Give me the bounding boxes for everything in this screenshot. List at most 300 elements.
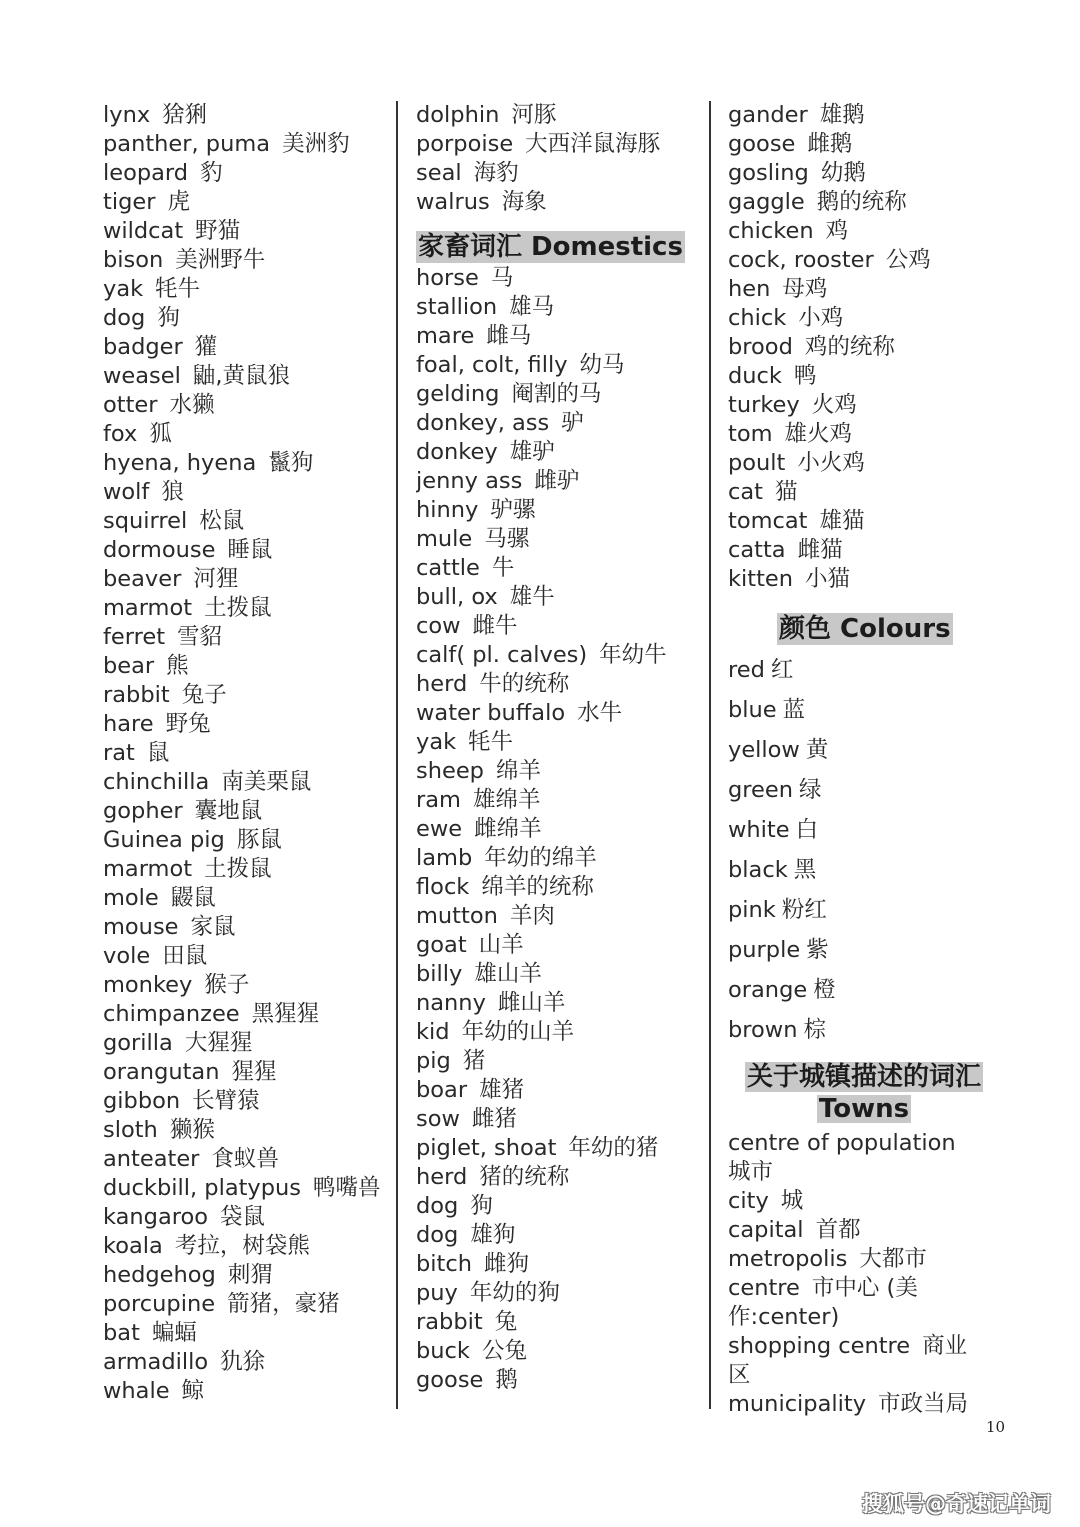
english-term: mare [416, 323, 475, 349]
vocab-entry [728, 304, 1008, 333]
english-term: cat [728, 479, 763, 505]
vocab-entry [416, 293, 701, 322]
english-term: herd [416, 671, 468, 697]
chinese-translation: 幼鹅 [820, 160, 866, 186]
chinese-translation: 首都 [815, 1217, 861, 1243]
english-term: rat [103, 740, 135, 766]
chinese-translation: 兔 [494, 1309, 518, 1335]
vocab-entry [416, 670, 701, 699]
chinese-translation: 田鼠 [162, 943, 208, 969]
english-term: purple [728, 937, 801, 963]
english-term: whale [103, 1378, 170, 1404]
chinese-translation: 蓝 [782, 697, 806, 723]
english-term: goose [416, 1367, 484, 1393]
vocab-entry [103, 275, 388, 304]
english-term: chicken [728, 218, 814, 244]
vocab-entry [103, 536, 388, 565]
vocab-entry [103, 101, 388, 130]
english-term: badger [103, 334, 183, 360]
watermark: 搜狐号@奇速记单词 [862, 1492, 1051, 1516]
chinese-translation: 松鼠 [199, 508, 245, 534]
english-term: gosling [728, 160, 809, 186]
english-term: armadillo [103, 1349, 209, 1375]
chinese-translation: 母鸡 [782, 276, 828, 302]
vocab-entry [728, 1245, 983, 1274]
chinese-translation: 獭猴 [169, 1117, 215, 1143]
english-term: catta [728, 537, 786, 563]
english-term: rabbit [416, 1309, 483, 1335]
english-term: anteater [103, 1146, 200, 1172]
chinese-translation: 白 [795, 817, 819, 843]
chinese-translation: 猪 [462, 1048, 486, 1074]
vocab-entry [728, 565, 1008, 594]
english-term: bitch [416, 1251, 472, 1277]
chinese-translation: 鸭嘴兽 [313, 1175, 381, 1201]
english-term: leopard [103, 160, 189, 186]
chinese-translation: 蝙蝠 [151, 1320, 197, 1346]
english-term: billy [416, 961, 463, 987]
vocab-entry [728, 770, 1008, 810]
chinese-translation: 美洲野牛 [175, 247, 266, 273]
chinese-translation: 水牛 [577, 700, 623, 726]
vocab-entry [416, 1337, 701, 1366]
english-term: city [728, 1188, 769, 1214]
chinese-translation: 土拨鼠 [204, 595, 272, 621]
vocab-entry [103, 739, 388, 768]
chinese-translation: 海象 [501, 189, 547, 215]
english-term: wildcat [103, 218, 184, 244]
vocab-entry [416, 1192, 701, 1221]
vocab-entry [416, 989, 701, 1018]
chinese-translation: 鲸 [181, 1378, 205, 1404]
vocab-entry [103, 1232, 388, 1261]
chinese-translation: 袋鼠 [220, 1204, 266, 1230]
vocab-entry [416, 159, 701, 188]
english-term: ferret [103, 624, 166, 650]
english-term: donkey, ass [416, 410, 550, 436]
vocab-entry [103, 1087, 388, 1116]
vocab-entry [103, 1000, 388, 1029]
vocab-entry [728, 101, 1008, 130]
english-term: hyena, hyena [103, 450, 257, 476]
vocab-entry [103, 826, 388, 855]
chinese-translation: 粉红 [781, 897, 827, 923]
vocab-entry [416, 612, 701, 641]
vocab-entry [728, 130, 1008, 159]
vocab-entry [728, 217, 1008, 246]
chinese-translation: 公兔 [481, 1338, 527, 1364]
vocab-entry [103, 1116, 388, 1145]
english-term: hen [728, 276, 771, 302]
chinese-translation: 野兔 [165, 711, 211, 737]
chinese-translation: 绵羊 [495, 758, 541, 784]
english-term: blue [728, 697, 777, 723]
vocab-entry [416, 757, 701, 786]
english-term: hare [103, 711, 154, 737]
chinese-translation: 鹅 [495, 1367, 518, 1393]
chinese-translation: 马 [490, 265, 514, 291]
chinese-translation: 雪貂 [177, 624, 223, 650]
english-term: hinny [416, 497, 479, 523]
vocab-entry [416, 1279, 701, 1308]
english-term: kid [416, 1019, 450, 1045]
vocab-entry [416, 583, 701, 612]
english-term: wolf [103, 479, 150, 505]
vocab-entry [416, 641, 701, 670]
vocab-entry [103, 855, 388, 884]
chinese-translation: 土拨鼠 [204, 856, 272, 882]
english-term: fox [103, 421, 138, 447]
vocab-entry [728, 1129, 983, 1187]
english-term: brood [728, 334, 793, 360]
chinese-translation: 兔子 [181, 682, 227, 708]
chinese-translation: 鸭 [793, 363, 817, 389]
chinese-translation: 鹅的统称 [816, 189, 907, 215]
chinese-translation: 年幼的绵羊 [484, 845, 597, 871]
english-term: foal, colt, filly [416, 352, 568, 378]
chinese-translation: 红 [770, 657, 794, 683]
vocab-entry [103, 333, 388, 362]
english-term: flock [416, 874, 470, 900]
chinese-translation: 睡鼠 [227, 537, 273, 563]
vocab-entry [103, 565, 388, 594]
chinese-translation: 熊 [166, 653, 189, 679]
vocab-entry [103, 913, 388, 942]
english-term: otter [103, 392, 158, 418]
vocab-list-poultry-cats [728, 101, 1008, 594]
english-term: municipality [728, 1391, 867, 1417]
english-term: cock, rooster [728, 247, 874, 273]
english-term: orange [728, 977, 808, 1003]
english-term: chick [728, 305, 787, 331]
chinese-translation: 城市 [728, 1159, 774, 1185]
english-term: mouse [103, 914, 179, 940]
english-term: chimpanzee [103, 1001, 240, 1027]
chinese-translation: 幼马 [579, 352, 625, 378]
chinese-translation: 牦牛 [155, 276, 201, 302]
english-term: yak [416, 729, 457, 755]
vocab-entry [728, 246, 1008, 275]
chinese-translation: 猪的统称 [479, 1164, 570, 1190]
chinese-translation: 羊肉 [509, 903, 555, 929]
english-term: gaggle [728, 189, 805, 215]
section-heading-towns-en: Towns [818, 1094, 910, 1124]
vocab-entry [728, 188, 1008, 217]
english-term: centre [728, 1275, 800, 1301]
chinese-translation: 山羊 [478, 932, 524, 958]
chinese-translation: 马骡 [484, 526, 530, 552]
english-term: kangaroo [103, 1204, 209, 1230]
chinese-translation: 豹 [200, 160, 223, 186]
english-term: boar [416, 1077, 468, 1103]
english-term: pig [416, 1048, 451, 1074]
chinese-translation: 鸡的统称 [804, 334, 895, 360]
chinese-translation: 雄绵羊 [472, 787, 541, 813]
chinese-translation: 驴 [561, 410, 584, 436]
chinese-translation: 黑 [793, 857, 817, 883]
english-term: white [728, 817, 790, 843]
vocab-entry [728, 507, 1008, 536]
english-term: bat [103, 1320, 140, 1346]
chinese-translation: 雄猫 [819, 508, 865, 534]
chinese-translation: 大西洋鼠海豚 [525, 131, 661, 157]
english-term: stallion [416, 294, 498, 320]
english-term: bear [103, 653, 155, 679]
vocab-entry [416, 728, 701, 757]
vocab-entry [416, 699, 701, 728]
vocab-entry [416, 351, 701, 380]
english-term: ewe [416, 816, 463, 842]
vocab-entry [728, 1187, 983, 1216]
vocab-column-wild-animals [103, 101, 388, 1406]
vocab-entry [416, 1076, 701, 1105]
english-term: seal [416, 160, 462, 186]
vocab-entry [728, 970, 1008, 1010]
english-term: dolphin [416, 102, 500, 128]
vocab-entry [416, 1250, 701, 1279]
chinese-translation: 犰狳 [220, 1349, 266, 1375]
vocab-entry [416, 1018, 701, 1047]
chinese-translation: 雄马 [509, 294, 555, 320]
vocab-entry [103, 1029, 388, 1058]
vocab-entry [728, 362, 1008, 391]
chinese-translation: 考拉，树袋熊 [174, 1233, 310, 1259]
chinese-translation: 南美栗鼠 [221, 769, 312, 795]
vocab-entry [103, 971, 388, 1000]
chinese-translation: 黑猩猩 [251, 1001, 320, 1027]
chinese-translation: 虎 [167, 189, 190, 215]
chinese-translation: 河豚 [511, 102, 557, 128]
chinese-translation: 年幼的猪 [568, 1135, 659, 1161]
vocab-entry [416, 380, 701, 409]
vocab-entry [103, 652, 388, 681]
vocab-entry [416, 554, 701, 583]
chinese-translation: 狼 [161, 479, 184, 505]
vocab-entry [416, 467, 701, 496]
english-term: jenny ass [416, 468, 523, 494]
english-term: herd [416, 1164, 468, 1190]
chinese-translation: 刺猬 [227, 1262, 273, 1288]
vocab-entry [103, 217, 388, 246]
english-term: goat [416, 932, 467, 958]
english-term: duck [728, 363, 782, 389]
english-term: mole [103, 885, 159, 911]
chinese-translation: 棕 [803, 1017, 826, 1043]
vocab-entry [103, 130, 388, 159]
vocab-entry [103, 420, 388, 449]
vocab-entry [103, 1145, 388, 1174]
english-term: tiger [103, 189, 156, 215]
vocab-entry [416, 264, 701, 293]
chinese-translation: 野猫 [195, 218, 241, 244]
vocab-list-towns [728, 1129, 1008, 1419]
vocab-entry [103, 623, 388, 652]
vocab-entry [728, 333, 1008, 362]
chinese-translation: 驴骡 [490, 497, 536, 523]
english-term: sheep [416, 758, 484, 784]
chinese-translation: 鼬,黄鼠狼 [192, 363, 291, 389]
english-term: chinchilla [103, 769, 210, 795]
vocab-entry [728, 420, 1008, 449]
column-divider [709, 101, 711, 1409]
vocab-entry [728, 536, 1008, 565]
vocab-entry [728, 930, 1008, 970]
chinese-translation: 年幼牛 [599, 642, 667, 668]
english-term: orangutan [103, 1059, 220, 1085]
chinese-translation: 美洲豹 [282, 131, 350, 157]
chinese-translation: 家鼠 [190, 914, 236, 940]
vocab-entry [416, 130, 701, 159]
chinese-translation: 橙 [813, 977, 836, 1003]
chinese-translation: 鼹鼠 [170, 885, 216, 911]
english-term: kitten [728, 566, 794, 592]
vocab-entry [416, 1134, 701, 1163]
vocab-entry [103, 391, 388, 420]
chinese-translation: 牦牛 [468, 729, 514, 755]
english-term: walrus [416, 189, 490, 215]
english-term: Guinea pig [103, 827, 225, 853]
vocab-entry [103, 362, 388, 391]
chinese-translation: 阉割的马 [511, 381, 602, 407]
chinese-translation: 雌鹅 [807, 131, 853, 157]
vocab-entry [103, 304, 388, 333]
vocab-entry [728, 810, 1008, 850]
vocab-entry [416, 960, 701, 989]
english-term: turkey [728, 392, 800, 418]
vocab-column-domestics [416, 101, 701, 1395]
chinese-translation: 雌马 [486, 323, 532, 349]
chinese-translation: 箭猪，豪猪 [227, 1291, 340, 1317]
vocab-entry [416, 525, 701, 554]
section-heading-colours: 颜色 Colours [779, 614, 951, 644]
vocab-entry [103, 1203, 388, 1232]
chinese-translation: 小鸡 [798, 305, 844, 331]
vocab-entry [728, 1010, 1008, 1050]
english-term: sow [416, 1106, 460, 1132]
chinese-translation: 鼠 [146, 740, 170, 766]
vocab-entry [103, 710, 388, 739]
english-term: horse [416, 265, 479, 291]
english-term: nanny [416, 990, 486, 1016]
english-term: yak [103, 276, 144, 302]
chinese-translation: 狐 [149, 421, 172, 447]
english-term: metropolis [728, 1246, 848, 1272]
chinese-translation: 河狸 [193, 566, 239, 592]
english-term: brown [728, 1017, 798, 1043]
chinese-translation: 年幼的山羊 [461, 1019, 575, 1045]
chinese-translation: 牛的统称 [479, 671, 570, 697]
english-term: squirrel [103, 508, 188, 534]
vocab-entry [416, 815, 701, 844]
english-term: gelding [416, 381, 500, 407]
english-term: sloth [103, 1117, 158, 1143]
vocab-entry [416, 1163, 701, 1192]
chinese-translation: 年幼的狗 [469, 1280, 560, 1306]
vocab-entry [103, 942, 388, 971]
chinese-translation: 猞猁 [162, 102, 208, 128]
english-term: puy [416, 1280, 458, 1306]
vocab-entry [416, 902, 701, 931]
vocab-entry [728, 890, 1008, 930]
vocab-entry [416, 1105, 701, 1134]
chinese-translation: 雄狗 [470, 1222, 516, 1248]
chinese-translation: 长臂猿 [192, 1088, 260, 1114]
english-term: dog [416, 1222, 459, 1248]
english-term: pink [728, 897, 776, 923]
english-term: mutton [416, 903, 498, 929]
chinese-translation: 雌绵羊 [474, 816, 542, 842]
vocab-entry [103, 1348, 388, 1377]
chinese-translation: 大都市 [859, 1246, 927, 1272]
english-term: dormouse [103, 537, 216, 563]
vocab-entry [103, 449, 388, 478]
english-term: marmot [103, 595, 193, 621]
vocab-entry [416, 496, 701, 525]
vocab-entry [728, 391, 1008, 420]
vocab-entry [103, 1377, 388, 1406]
chinese-translation: 猩猩 [231, 1059, 277, 1085]
english-term: green [728, 777, 793, 803]
chinese-translation: 猴子 [204, 972, 250, 998]
page-number: 10 [986, 1418, 1006, 1436]
chinese-translation: 雄山羊 [474, 961, 542, 987]
english-term: red [728, 657, 765, 683]
vocab-entry [416, 409, 701, 438]
vocab-list-domestics [416, 264, 701, 1395]
chinese-translation: 狗 [157, 305, 180, 331]
english-term: calf( pl. calves) [416, 642, 588, 668]
english-term: tomcat [728, 508, 808, 534]
vocab-entry [416, 322, 701, 351]
english-term: piglet, shoat [416, 1135, 557, 1161]
english-term: black [728, 857, 788, 883]
chinese-translation: 绿 [798, 777, 822, 803]
english-term: lamb [416, 845, 473, 871]
vocab-entry [416, 188, 701, 217]
chinese-translation: 城 [780, 1188, 804, 1214]
vocab-entry [103, 768, 388, 797]
chinese-translation: 雄火鸡 [784, 421, 853, 447]
english-term: centre of population [728, 1130, 956, 1156]
chinese-translation: 雄猪 [479, 1077, 525, 1103]
chinese-translation: 雌狗 [484, 1251, 530, 1277]
english-term: gander [728, 102, 808, 128]
vocab-entry [103, 1174, 388, 1203]
chinese-translation: 海豹 [473, 160, 519, 186]
vocab-entry [103, 1290, 388, 1319]
english-term: tom [728, 421, 773, 447]
english-term: cattle [416, 555, 480, 581]
english-term: marmot [103, 856, 193, 882]
chinese-translation: 鬣狗 [268, 450, 314, 476]
chinese-translation: 绵羊的统称 [481, 874, 594, 900]
vocab-list-sea-animals [416, 101, 701, 217]
chinese-translation: 囊地鼠 [194, 798, 263, 824]
chinese-translation: 黄 [805, 737, 829, 763]
column-divider [396, 101, 398, 1409]
english-term: dog [416, 1193, 459, 1219]
vocab-entry [416, 438, 701, 467]
vocab-list-colours [728, 650, 1008, 1050]
english-term: poult [728, 450, 786, 476]
chinese-translation: 雌山羊 [497, 990, 566, 1016]
english-term: hedgehog [103, 1262, 216, 1288]
chinese-translation: 市中心 (美作:center) [728, 1275, 918, 1330]
english-term: porpoise [416, 131, 514, 157]
english-term: panther, puma [103, 131, 271, 157]
english-term: lynx [103, 102, 151, 128]
vocab-entry [416, 786, 701, 815]
